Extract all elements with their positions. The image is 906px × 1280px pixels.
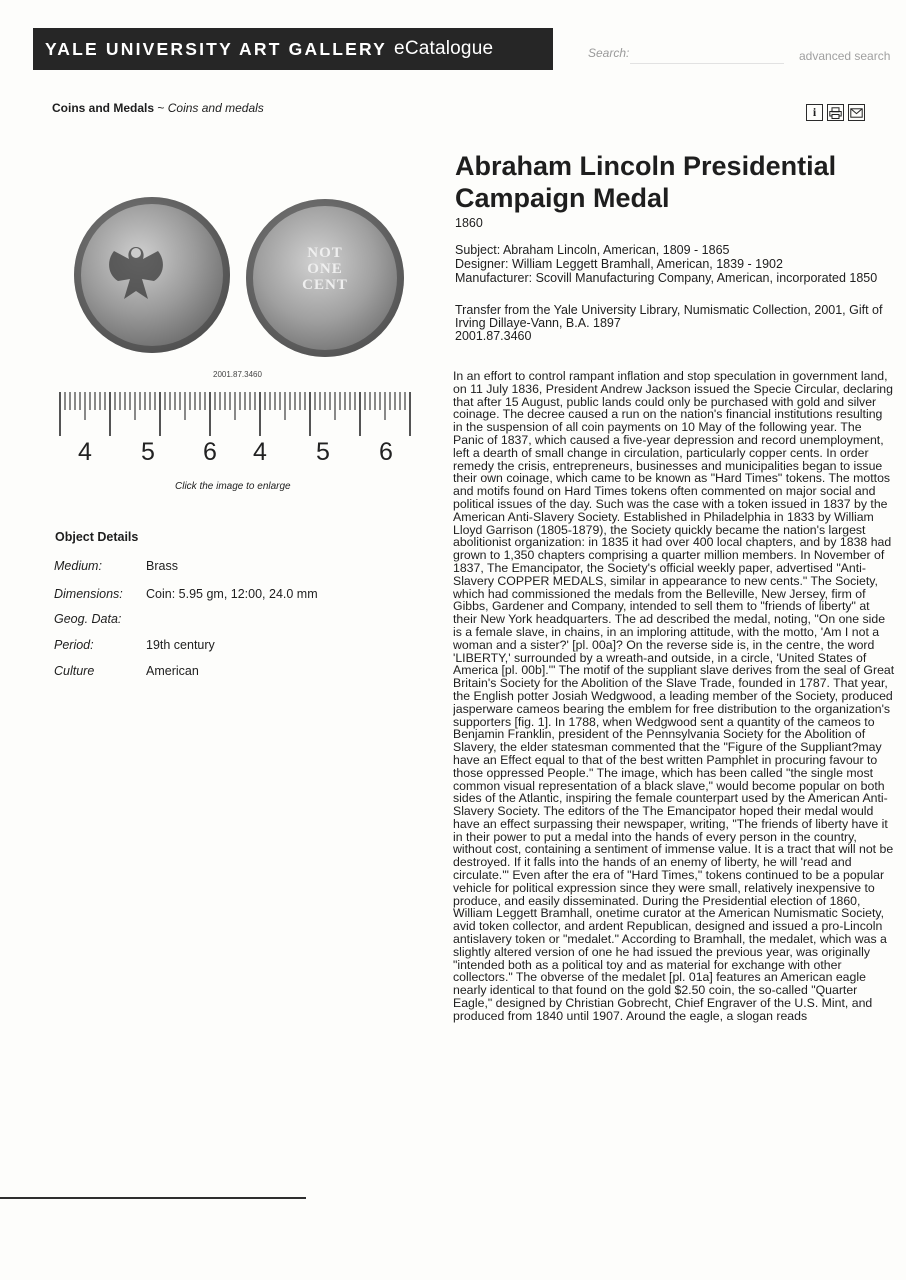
coin-obverse-image[interactable] [74,197,230,353]
search-label: Search: [588,46,630,60]
info-icon[interactable]: i [806,104,823,121]
detail-row-culture [54,664,199,678]
detail-row-geog-data [54,612,146,626]
object-details-heading: Object Details [55,530,139,544]
page-divider [0,1197,306,1199]
search-area [588,46,788,60]
ruler-number: 5 [141,438,155,466]
eagle-icon [94,229,178,319]
detail-value: Brass [146,559,178,573]
object-metadata [455,243,905,285]
breadcrumb-department[interactable]: Coins and Medals [52,101,155,115]
detail-label: Culture [54,664,95,678]
email-icon[interactable] [848,104,865,121]
ruler-number: 4 [78,438,92,466]
envelope-glyph [850,108,863,118]
breadcrumb [52,101,264,115]
object-manufacturer: Manufacturer: Scovill Manufacturing Company, American, incorporated 1850 [455,271,878,285]
detail-label: Geog. Data: [54,612,122,626]
ruler-ticks [60,392,410,436]
ruler-number: 6 [379,438,393,466]
coin-reverse-image[interactable] [246,199,404,357]
object-description: In an effort to control rampant inflation and stop speculation in government land, on 11 July 1836, President Andrew Jackson issued the Specie Circular, declaring that after 15 August, public lands could only be purchased with gold and silver coinage. The decree caused a run on the nation's financial institutions resulting in the suspension of all coin payments on 10 May of the following year. The Panic of 1837, which caused a five-year depression and record unemployment, left a dearth of small change in circulation, particularly copper cents. In order remedy the crisis, entrepreneurs, businesses and municipalities began to issue their own coinage, which came to be known as "Hard Times" tokens. The mottos and motifs found on Hard Times tokens often commented on major social and political issues of the day. Such was the case with a token issued in 1837 by the American Anti-Slavery Society. Established in Philadelphia in 1833 by William Lloyd Garrison (1805-1879), the Society quickly became the nation's largest abolitionist organization: in 1835 it had over 400 local chapters, and by 1838 had grown to 1,350 chapters comprising a quarter million members. In November of 1837, The Emancipator, the Society's official weekly paper, advertised "Anti-Slavery COPPER MEDALS, similar in appearance to new cents." The Society, which had commissioned the medals from the Belleville, New Jersey, firm of Gibbs, Gardener and Company, intended to sell them to "friends of liberty" at their New York headquarters. The ad described the medal, noting, "On one side is a female slave, in chains, in an imploring attitude, with the motto, 'Am I not a woman and a sister?' [pl. 00a]? On the reverse side is, in the centre, the word 'LIBERTY,' surrounded by a wreath-and outside, in a circle, 'United States of America [pl. 00b].'" The motif of the suppliant slave derives from the seal of Great Britain's Society for the Abolition of the Slave Trade, founded in 1787. That year, the English potter Josiah Wedgwood, a leading member of the Society, produced jasperware cameos bearing the emblem for free distribution to the organization's supporters [fig. 1]. In 1788, when Wedgwood sent a quantity of the cameos to Benjamin Franklin, president of the Pennsylvania Society for the Abolition of Slavery, the elder statesman commented that the "Figure of the Suppliant?may have an Effect equal to that of the best written Pamphlet in procuring favour to those oppressed People." The image, which has been called "the single most common visual representation of a black slave," would become popular on both sides of the Atlantic, inspiring the female counterpart used by the American Anti-Slavery Society. The editors of the The Emancipator hoped their medal would have an effect surpassing their newspaper, writing, "The friends of liberty have it in their power to put a medal into the hands of every person in the country, without cost, containing a sentiment of immense value. It is a tract that will not be destroyed. If it falls into the hands of an enemy of liberty, he will 'read and circulate.'" Even after the era of "Hard Times," tokens continued to be a popular vehicle for political expression since they were small, relatively inexpensive to produce, and easily disseminated. During the Presidential election of 1860, William Leggett Bramhall, onetime curator at the American Numismatic Society, avid token collector, and ardent Republican, designed and issued a pro-Lincoln antislavery token or "medalet." According to Bramhall, the medalet, which was a slightly altered version of one he had issued the previous year, was originally "intended both as a political toy and as material for exchange with other collectors." The obverse of the medalet [pl. 01a] features an American eagle nearly identical to that found on the gold $2.50 coin, the so-called "Quarter Eagle," designed by Christian Gobrecht, Chief Engraver of the U.S. Mint, and produced from 1840 until 1907. Around the eagle, a slogan reads [453,370,895,1023]
detail-row-medium [54,559,178,573]
detail-row-dimensions [54,587,318,601]
reverse-line: CENT [302,277,348,293]
enlarge-caption[interactable]: Click the image to enlarge [175,481,291,492]
printer-glyph [829,107,842,119]
print-icon[interactable] [827,104,844,121]
detail-value: 19th century [146,638,215,652]
detail-value: American [146,664,199,678]
image-accession-label: 2001.87.3460 [213,370,262,379]
ecatalogue-label[interactable]: eCatalogue [394,38,494,59]
ruler-number: 6 [203,438,217,466]
object-designer: Designer: William Leggett Bramhall, American, 1839 - 1902 [455,257,783,271]
search-input[interactable] [630,43,784,64]
accession-number: 2001.87.3460 [455,329,532,343]
ruler-number: 5 [316,438,330,466]
scale-ruler [58,380,418,466]
object-subject: Subject: Abraham Lincoln, American, 1809 - 1865 [455,243,730,257]
breadcrumb-collection[interactable]: Coins and medals [167,101,264,115]
reverse-line: NOT [307,245,343,261]
detail-label: Period: [54,638,94,652]
breadcrumb-separator: ~ [157,101,165,115]
credit-line: Transfer from the Yale University Library, Numismatic Collection, 2001, Gift of Irving Dillaye-Vann, B.A. 1897 [455,303,883,330]
object-title: Abraham Lincoln Presidential Campaign Medal [455,151,837,213]
advanced-search-link[interactable]: advanced search [799,49,891,63]
reverse-line: ONE [307,261,343,277]
ruler-number: 4 [253,438,267,466]
detail-label: Dimensions: [54,587,123,601]
gallery-logo-text[interactable]: YALE UNIVERSITY ART GALLERY [45,38,388,59]
detail-row-period [54,638,215,652]
detail-value: Coin: 5.95 gm, 12:00, 24.0 mm [146,587,318,601]
object-date: 1860 [455,216,483,230]
detail-label: Medium: [54,559,102,573]
coin-reverse-inscription [246,245,404,293]
site-header [33,28,553,70]
toolbar [806,104,865,121]
